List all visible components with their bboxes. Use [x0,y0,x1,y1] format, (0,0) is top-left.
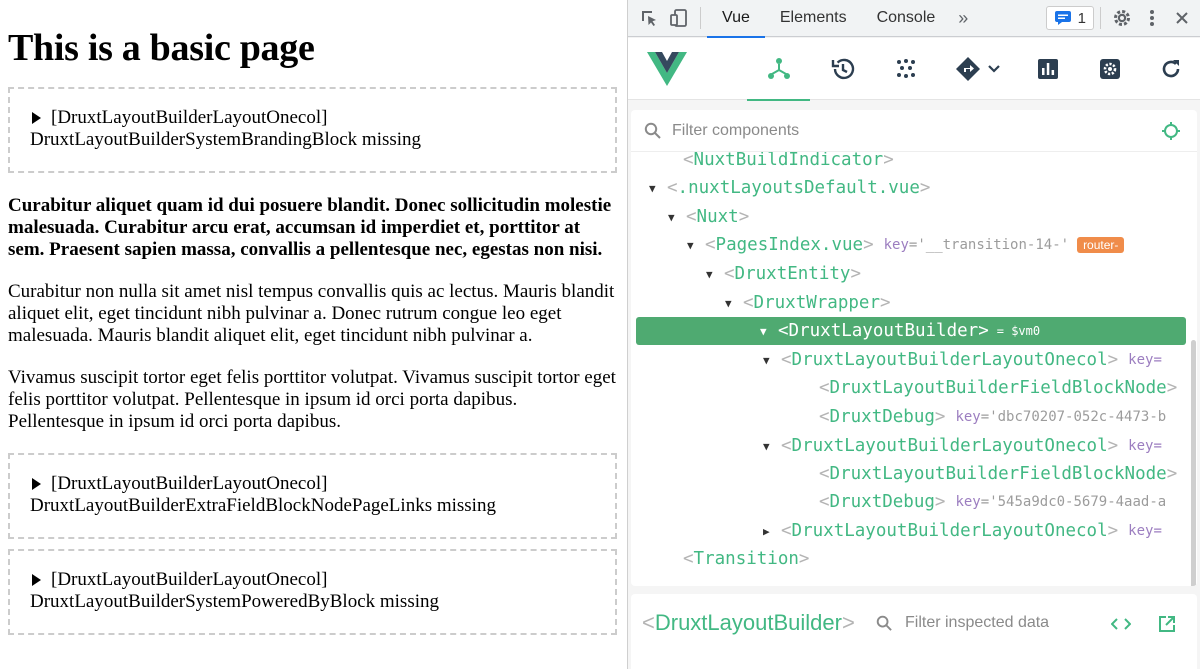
tab-label: Console [876,9,936,26]
attr-equals: = [980,494,990,510]
attr-equals: = [908,237,918,253]
tag-bracket: > [934,492,946,512]
tree-node-selected[interactable] [636,317,1186,345]
collapse-arrow-icon[interactable]: ▼ [760,324,767,338]
attr-key: key= [1128,352,1162,368]
attr-key: key= [1128,438,1162,454]
chevron-down-icon [987,64,1001,74]
tab-console[interactable] [862,0,951,37]
debug-block-page-links [8,453,617,539]
component-tree [631,152,1197,586]
devtools-panel [627,0,1200,669]
debug-message: DruxtLayoutBuilderExtraFieldBlockNodePageLinks missing [30,495,496,516]
message-icon [1054,10,1072,26]
component-name: .nuxtLayoutsDefault.vue [677,178,920,198]
tab-elements[interactable] [765,0,862,37]
tag-bracket: > [883,152,894,170]
component-name: DruxtDebug [829,407,935,427]
tree-node[interactable] [668,203,749,231]
disclosure-triangle-icon[interactable] [32,478,41,490]
tree-node[interactable] [687,231,1124,259]
vuex-tab[interactable] [886,38,926,100]
components-tab[interactable] [747,38,810,100]
tab-vue[interactable] [707,0,765,37]
attr-equals: = [980,409,990,425]
refresh-icon [1159,57,1183,81]
tree-scrollbar[interactable] [1191,340,1196,586]
tree-node[interactable] [683,152,894,174]
close-devtools-icon[interactable] [1167,0,1197,37]
tag-bracket: < [819,378,830,398]
debug-summary[interactable] [30,569,595,591]
attr-value: '545a9dc0-5679-4aad-a [989,494,1167,510]
tag-bracket: > [798,549,810,569]
tree-node[interactable] [683,545,809,573]
tag-bracket: > [1166,464,1178,484]
tag-bracket: > [919,178,931,198]
debug-label: [DruxtLayoutBuilderLayoutOnecol] [51,569,328,590]
device-toolbar-icon[interactable] [664,0,694,37]
open-in-editor-icon[interactable] [1158,615,1176,633]
tab-label: Vue [722,9,750,26]
component-tree-card [631,110,1197,586]
tag-bracket: > [863,235,874,255]
devtools-tabbar [628,0,1200,37]
routing-tab[interactable] [948,38,1008,100]
component-name: DruxtDebug [829,492,935,512]
attr-key: key= [1128,523,1162,539]
component-name: DruxtLayoutBuilderLayoutOnecol [791,521,1108,541]
tab-separator [700,7,701,29]
component-name: PagesIndex.vue [715,235,864,255]
history-icon [830,56,856,82]
debug-label: [DruxtLayoutBuilderLayoutOnecol] [51,107,328,128]
settings-icon [1098,57,1122,81]
tab-label: Elements [779,9,847,26]
tag-bracket: < [683,549,694,569]
component-name: Nuxt [696,207,739,227]
collapse-arrow-icon[interactable]: ▼ [763,353,770,367]
expand-arrow-icon[interactable]: ▶ [763,524,770,538]
attr-key: key [883,237,909,253]
tree-node[interactable] [819,460,1177,488]
tag-bracket: < [819,464,830,484]
debug-message: DruxtLayoutBuilderSystemPoweredByBlock missing [30,591,440,612]
component-name: Transition [693,549,799,569]
bold-paragraph: Curabitur aliquet quam id dui posuere blandit. Donec sollicitudin molestie malesuada. Curabitur arcu erat, accumsan id imperdiet et, porttitor at sem. Praesent sapien massa, convallis a pellentesque nec, egestas non nisi. [8,195,612,260]
disclosure-triangle-icon[interactable] [32,574,41,586]
component-key-attr [955,409,1166,425]
component-key-attr [1128,523,1162,539]
search-icon [876,615,893,632]
tag-bracket: > [879,293,891,313]
collapse-arrow-icon[interactable]: ▼ [649,181,656,195]
component-name: DruxtEntity [734,264,851,284]
inspected-filter-input[interactable]: Filter inspected data [905,614,1050,631]
more-tabs-button[interactable]: » [958,7,969,28]
tag-bracket: < [781,350,792,370]
settings-tab[interactable] [1090,38,1130,100]
tag-bracket: < [778,321,789,341]
tag-bracket: < [667,178,678,198]
body-paragraph-2: Vivamus suscipit tortor eget felis porttitor volutpat. Vivamus suscipit tortor eget felis porttitor volutpat. Pellentesque in ipsum id orci porta dapibus. Pellentesque in ipsum id orci porta dapibus. [8,367,616,432]
component-key-attr [1128,438,1162,454]
debug-block-branding [8,87,617,173]
tag-bracket: > [1107,436,1119,456]
debug-summary[interactable] [30,473,595,495]
tag-bracket: < [819,407,830,427]
debug-message: DruxtLayoutBuilderSystemBrandingBlock missing [30,129,422,150]
tag-bracket: > [738,207,750,227]
bar-chart-icon [1036,57,1060,81]
tree-node[interactable] [649,174,930,202]
component-key-attr [955,494,1166,510]
search-icon [644,122,662,140]
debug-block-powered-by [8,549,617,635]
collapse-arrow-icon[interactable]: ▼ [687,238,694,252]
debug-summary[interactable] [30,107,595,129]
tag-bracket: > [850,264,861,284]
router-view-badge: router- [1077,237,1124,253]
tag-bracket: < [819,492,830,512]
tree-node[interactable] [819,374,1177,402]
component-name: DruxtLayoutBuilderFieldBlockNode [829,464,1167,484]
inspected-component-title: <DruxtLayoutBuilder> [642,610,855,635]
collapse-arrow-icon[interactable]: ▼ [668,210,675,224]
page-title: This is a basic page [8,27,315,69]
component-name: DruxtLayoutBuilder [788,321,979,341]
attr-value: '__transition-14-' [917,237,1070,253]
tag-bracket: < [781,436,792,456]
directions-icon [955,56,981,82]
tag-bracket: > [1166,378,1178,398]
component-key-attr [884,237,1069,253]
attr-key: key [955,494,981,510]
tag-bracket: < [705,235,716,255]
code-icon[interactable] [1111,616,1131,632]
vue-toolbar [628,38,1200,100]
tree-node[interactable] [706,260,861,288]
tree-node[interactable] [763,346,1162,374]
body-paragraph-1: Curabitur non nulla sit amet nisl tempus convallis quis ac lectus. Mauris blandit aliquet elit, eget tincidunt nibh pulvinar a. Donec rutrum congue leo eget malesuada. Mauris blandit aliquet elit, eget tincidunt nibh pulvinar a. [8,281,615,346]
component-inspector [631,594,1197,669]
inspected-data-filter[interactable] [876,614,1049,632]
collapse-arrow-icon[interactable]: ▼ [706,267,713,281]
component-name: DruxtLayoutBuilderLayoutOnecol [791,436,1108,456]
tag-bracket: > [1107,521,1119,541]
tag-bracket: < [743,293,754,313]
component-name: DruxtLayoutBuilderLayoutOnecol [791,350,1108,370]
attr-key: key [955,409,981,425]
collapse-arrow-icon[interactable]: ▼ [725,296,732,310]
tab-separator [1100,7,1101,29]
tag-bracket: < [686,207,697,227]
vm-reference: = $vm0 [996,324,1041,338]
component-name: NuxtBuildIndicator [693,152,884,170]
timeline-tab[interactable] [823,38,863,100]
debug-label: [DruxtLayoutBuilderLayoutOnecol] [51,473,328,494]
issues-count: 1 [1077,9,1086,27]
tag-bracket: < [781,521,792,541]
component-name: DruxtWrapper [753,293,880,313]
vue-logo [646,38,688,100]
component-tree-icon [766,56,792,82]
vue-devtools [628,38,1200,669]
inspect-element-icon[interactable] [634,0,664,37]
tag-bracket: < [683,152,694,170]
tag-bracket: < [724,264,735,284]
component-key-attr [1128,352,1162,368]
collapse-arrow-icon[interactable]: ▼ [763,439,770,453]
component-name: DruxtLayoutBuilderFieldBlockNode [829,378,1167,398]
tree-node[interactable] [819,403,1166,431]
tree-node[interactable] [763,432,1162,460]
tree-node[interactable] [763,517,1162,545]
inspected-component-name: DruxtLayoutBuilder [654,610,842,635]
tag-bracket: > [934,407,946,427]
settings-gear-icon[interactable] [1107,0,1137,37]
performance-tab[interactable] [1028,38,1068,100]
tree-node[interactable] [819,488,1166,516]
component-filter[interactable] [631,110,1197,152]
refresh-button[interactable] [1151,38,1191,100]
filter-input[interactable]: Filter components [672,121,800,139]
tag-bracket: > [978,321,989,341]
dots-grid-icon [894,57,918,81]
tag-bracket: > [1107,350,1119,370]
select-component-target-icon[interactable] [1161,121,1181,141]
more-options-icon[interactable] [1137,0,1167,37]
tree-node[interactable] [725,289,891,317]
attr-value: 'dbc70207-052c-4473-b [989,409,1167,425]
disclosure-triangle-icon[interactable] [32,112,41,124]
issues-badge[interactable] [1046,6,1094,30]
